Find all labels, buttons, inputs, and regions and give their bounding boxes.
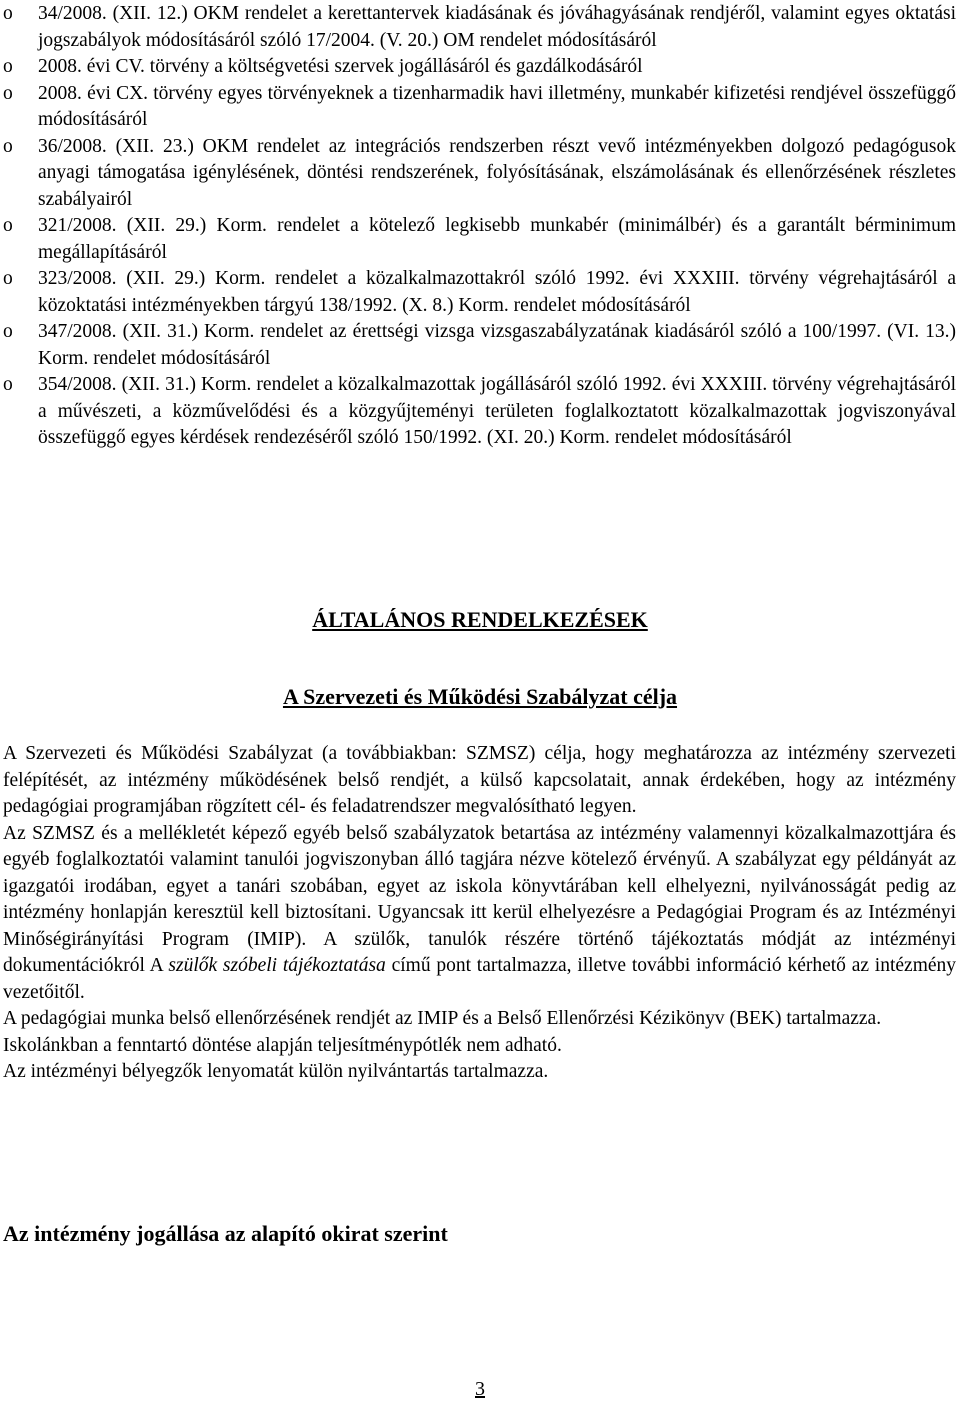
purpose-heading: A Szervezeti és Működési Szabályzat célja xyxy=(282,684,678,709)
bullet-icon: o xyxy=(3,215,13,236)
list-item xyxy=(0,213,956,266)
paragraph: A Szervezeti és Működési Szabályzat (a továbbiakban: SZMSZ) célja, hogy meghatározza az intézmény szervezeti felépítését, az intézmény működésének belső rendjét, a külső kapcsolatait, annak érdekében, hogy az intézmény pedagógiai programjában rögzített cél- és feladatrendszer megvalósítható legyen. xyxy=(3,743,956,817)
bullet-icon: o xyxy=(3,374,13,395)
list-item xyxy=(0,54,956,81)
italic-reference: szülők szóbeli tájékoztatása xyxy=(168,955,386,976)
legal-status-heading: Az intézmény jogállása az alapító okirat szerint xyxy=(3,1221,448,1246)
list-item xyxy=(0,134,956,214)
paragraph xyxy=(3,821,956,1007)
bullet-icon: o xyxy=(3,321,13,342)
paragraph-text: Az SZMSZ és a mellékletét képező egyéb belső szabályzatok betartása az intézmény valamennyi közalkalmazottjára és egyéb foglalkoztatói valamint tanulói jogviszonyban álló tagjára nézve kötelező érvényű. A szabályzat egy példányát az igazgatói irodában, egyet a tanári szobában, egyet az iskola könyvtárában kell elhelyezni, nyilvánosságát pedig az intézmény honlapján keresztül kell biztosítani. Ugyancsak itt kerül elhelyezésre a Pedagógiai Program és az Intézményi Minőségirányítási Program (IMIP). A szülők, tanulók részére történő tájékoztatás módját az intézményi dokumentációkról A xyxy=(3,822,956,976)
list-item-text: 36/2008. (XII. 23.) OKM rendelet az integrációs rendszerben részt vevő intézményekben dolgozó pedagógusok anyagi támogatása igénylésének, döntési rendszerének, folyósításának, elszámolásának és ellenőrzésének részletes szabályairól xyxy=(38,135,956,210)
bullet-icon: o xyxy=(3,135,13,157)
list-item-text: 2008. évi CV. törvény a költségvetési szervek jogállásáról és gazdálkodásáról xyxy=(38,56,643,77)
paragraph: Iskolánkban a fenntartó döntése alapján teljesítménypótlék nem adható. xyxy=(3,1034,562,1056)
general-provisions-heading: ÁLTALÁNOS RENDELKEZÉSEK xyxy=(312,607,648,632)
list-item-text: 2008. évi CX. törvény egyes törvényeknek a tizenharmadik havi illetmény, munkabér kifizetési rendjével összefüggő módosításáról xyxy=(38,82,956,130)
paragraph: A pedagógiai munka belső ellenőrzésének rendjét az IMIP és a Belső Ellenőrzési Kézikönyv (BEK) tartalmazza. xyxy=(3,1008,882,1029)
body-text xyxy=(3,741,956,1086)
bullet-icon: o xyxy=(3,82,13,104)
bullet-icon: o xyxy=(3,56,13,77)
paragraph-text: című pont tartalmazza, illetve további információ kérhető az intézmény vezetőitől. xyxy=(3,955,957,1003)
page-number: 3 xyxy=(475,1378,485,1400)
list-item xyxy=(0,372,956,452)
list-item-text: 34/2008. (XII. 12.) OKM rendelet a kerettantervek kiadásának és jóváhagyásának rendjéről, valamint egyes oktatási jogszabályok módosításáról szóló 17/2004. (V. 20.) OM rendelet módosításáról xyxy=(38,3,956,51)
bullet-icon: o xyxy=(3,3,13,24)
bullet-icon: o xyxy=(3,268,13,289)
paragraph: Az intézményi bélyegzők lenyomatát külön nyilvántartás tartalmazza. xyxy=(3,1061,549,1082)
list-item xyxy=(0,266,956,319)
list-item-text: 347/2008. (XII. 31.) Korm. rendelet az érettségi vizsga vizsgaszabályzatának kiadásáról szóló a 100/1997. (VI. 13.) Korm. rendelet módosításáról xyxy=(38,321,956,369)
list-item xyxy=(0,81,956,134)
legislation-list xyxy=(0,1,956,452)
list-item xyxy=(0,1,956,54)
list-item-text: 354/2008. (XII. 31.) Korm. rendelet a közalkalmazottak jogállásáról szóló 1992. évi XXXIII. törvény végrehajtásáról a művészeti, a közművelődési és a közgyűjteményi területen foglalkoztatott közalkalmazottak jogviszonyával összefüggő egyes kérdések rendezéséről szóló 150/1992. (XI. 20.) Korm. rendelet módosításáról xyxy=(38,374,956,448)
list-item xyxy=(0,319,956,372)
list-item-text: 321/2008. (XII. 29.) Korm. rendelet a kötelező legkisebb munkabér (minimálbér) és a garantált bérminimum megállapításáról xyxy=(38,215,956,263)
list-item-text: 323/2008. (XII. 29.) Korm. rendelet a közalkalmazottakról szóló 1992. évi XXXIII. törvény végrehajtásáról a közoktatási intézményekben tárgyú 138/1992. (X. 8.) Korm. rendelet módosításáról xyxy=(38,268,956,316)
